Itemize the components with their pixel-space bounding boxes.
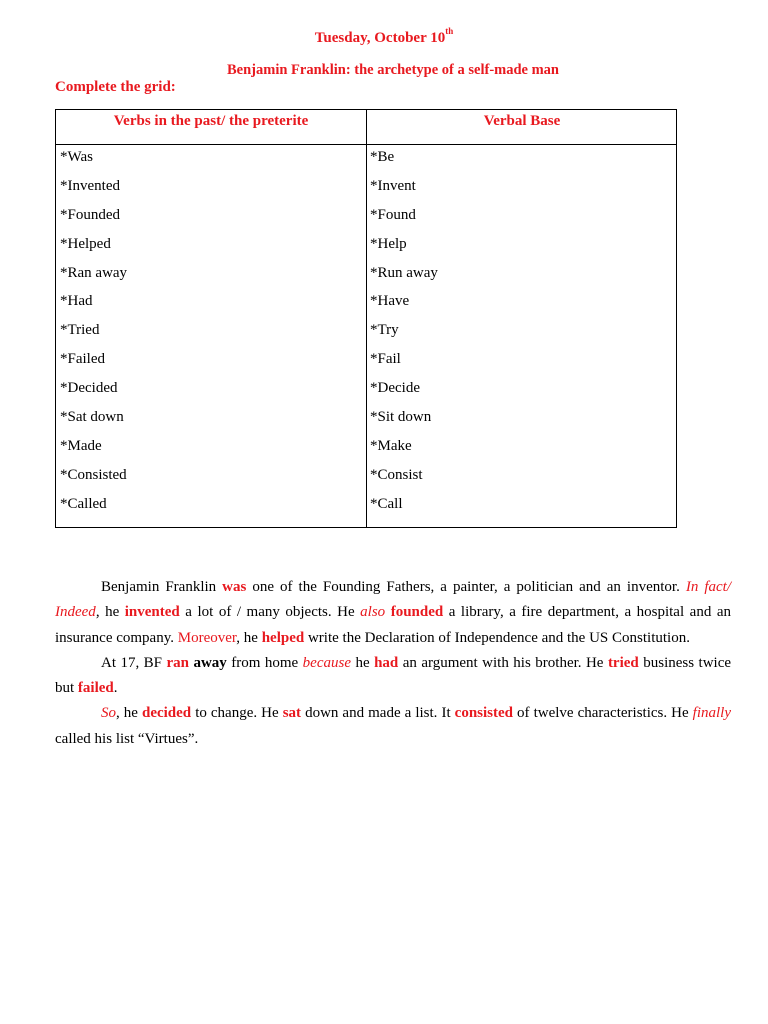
paragraph-3 — [55, 701, 731, 752]
text-run: he — [350, 654, 375, 671]
paragraph-2 — [55, 651, 731, 702]
base-verb-cell: *Have — [370, 293, 410, 310]
highlighted-verb: tried — [607, 654, 639, 671]
past-verb-cell: *Founded — [60, 206, 120, 223]
highlighted-connector: because — [302, 654, 351, 671]
past-verb-cell: *Invented — [60, 177, 120, 194]
paragraph-1 — [55, 575, 731, 651]
text-run: At 17, BF — [101, 654, 167, 671]
past-verb-list — [60, 146, 127, 522]
past-verb-cell: *Failed — [60, 351, 105, 368]
past-verb-cell: *Decided — [60, 380, 118, 397]
base-verb-cell: *Make — [370, 437, 412, 454]
base-verb-cell: *Run away — [370, 264, 438, 281]
base-verb-cell: *Call — [370, 495, 403, 512]
text-run: of twelve characteristics. He — [513, 705, 693, 722]
past-verb-cell: *Had — [60, 293, 93, 310]
past-verb-cell: *Tried — [60, 322, 100, 339]
text-run: from home — [226, 654, 303, 671]
grid-header-base: Verbal Base — [483, 113, 561, 129]
highlighted-connector: In fact/ Indeed — [55, 579, 732, 621]
date-suffix: th — [445, 26, 454, 36]
base-verb-cell: *Fail — [370, 351, 401, 368]
grid-header-past: Verbs in the past/ the preterite — [113, 113, 309, 129]
base-verb-cell: *Found — [370, 206, 416, 223]
text-run: a library, a fire department, a hospital and an insurance company. — [55, 604, 731, 646]
highlighted-verb: invented — [124, 604, 180, 621]
base-verb-cell: *Sit down — [370, 409, 432, 426]
highlighted-verb: was — [222, 579, 247, 595]
bold-particle: away — [193, 654, 227, 671]
highlighted-connector: Moreover — [177, 629, 237, 646]
text-run: , he — [116, 705, 142, 722]
past-verb-cell: *Ran away — [60, 264, 128, 281]
past-verb-cell: *Made — [60, 437, 102, 454]
date-text: Tuesday, October 10 — [314, 30, 446, 46]
highlighted-verb: sat — [282, 705, 302, 722]
franklin-text — [55, 575, 731, 752]
highlighted-verb: failed — [77, 680, 114, 697]
past-verb-cell: *Helped — [60, 235, 111, 252]
highlighted-verb: had — [374, 654, 399, 671]
highlighted-verb: ran — [166, 654, 189, 671]
text-run: one of the Founding Fathers, a painter, a politician and an inventor. — [246, 579, 686, 595]
past-verb-cell: *Called — [60, 495, 107, 512]
text-run: Benjamin Franklin — [101, 579, 223, 595]
text-run: an argument with his brother. He — [398, 654, 608, 671]
grid-header-divider — [56, 144, 676, 145]
page-title: Benjamin Franklin: the archetype of a self-made man — [227, 62, 559, 78]
base-verb-cell: *Consist — [370, 466, 423, 483]
text-run: . — [113, 680, 118, 697]
base-verb-cell: *Help — [370, 235, 407, 252]
past-verb-cell: *Was — [60, 149, 93, 165]
base-verb-cell: *Invent — [370, 177, 416, 194]
page-date — [0, 28, 768, 47]
highlighted-connector: So — [101, 705, 116, 722]
text-run: a lot of / many objects. He — [179, 604, 361, 621]
text-run: , he — [236, 629, 262, 646]
highlighted-verb: decided — [141, 705, 192, 722]
highlighted-verb: consisted — [454, 705, 513, 722]
text-run: down and made a list. It — [301, 705, 455, 722]
highlighted-connector: finally — [692, 705, 731, 722]
past-verb-cell: *Consisted — [60, 466, 127, 483]
base-verb-cell: *Decide — [370, 380, 420, 397]
base-verb-cell: *Be — [370, 149, 395, 165]
text-run: to change. He — [191, 705, 283, 722]
highlighted-verb: founded — [390, 604, 444, 621]
highlighted-connector: also — [360, 604, 386, 621]
verb-grid — [55, 109, 677, 528]
base-verb-list — [370, 146, 438, 522]
text-run: write the Declaration of Independence and the US Constitution. — [304, 629, 690, 646]
text-run: business twice but — [55, 654, 732, 697]
grid-column-divider — [366, 110, 367, 527]
grid-instruction: Complete the grid: — [55, 79, 176, 95]
base-verb-cell: *Try — [370, 322, 399, 339]
past-verb-cell: *Sat down — [60, 409, 124, 426]
text-run: , he — [95, 604, 125, 621]
highlighted-verb: helped — [261, 629, 305, 646]
text-run: called his list “Virtues”. — [55, 730, 199, 747]
